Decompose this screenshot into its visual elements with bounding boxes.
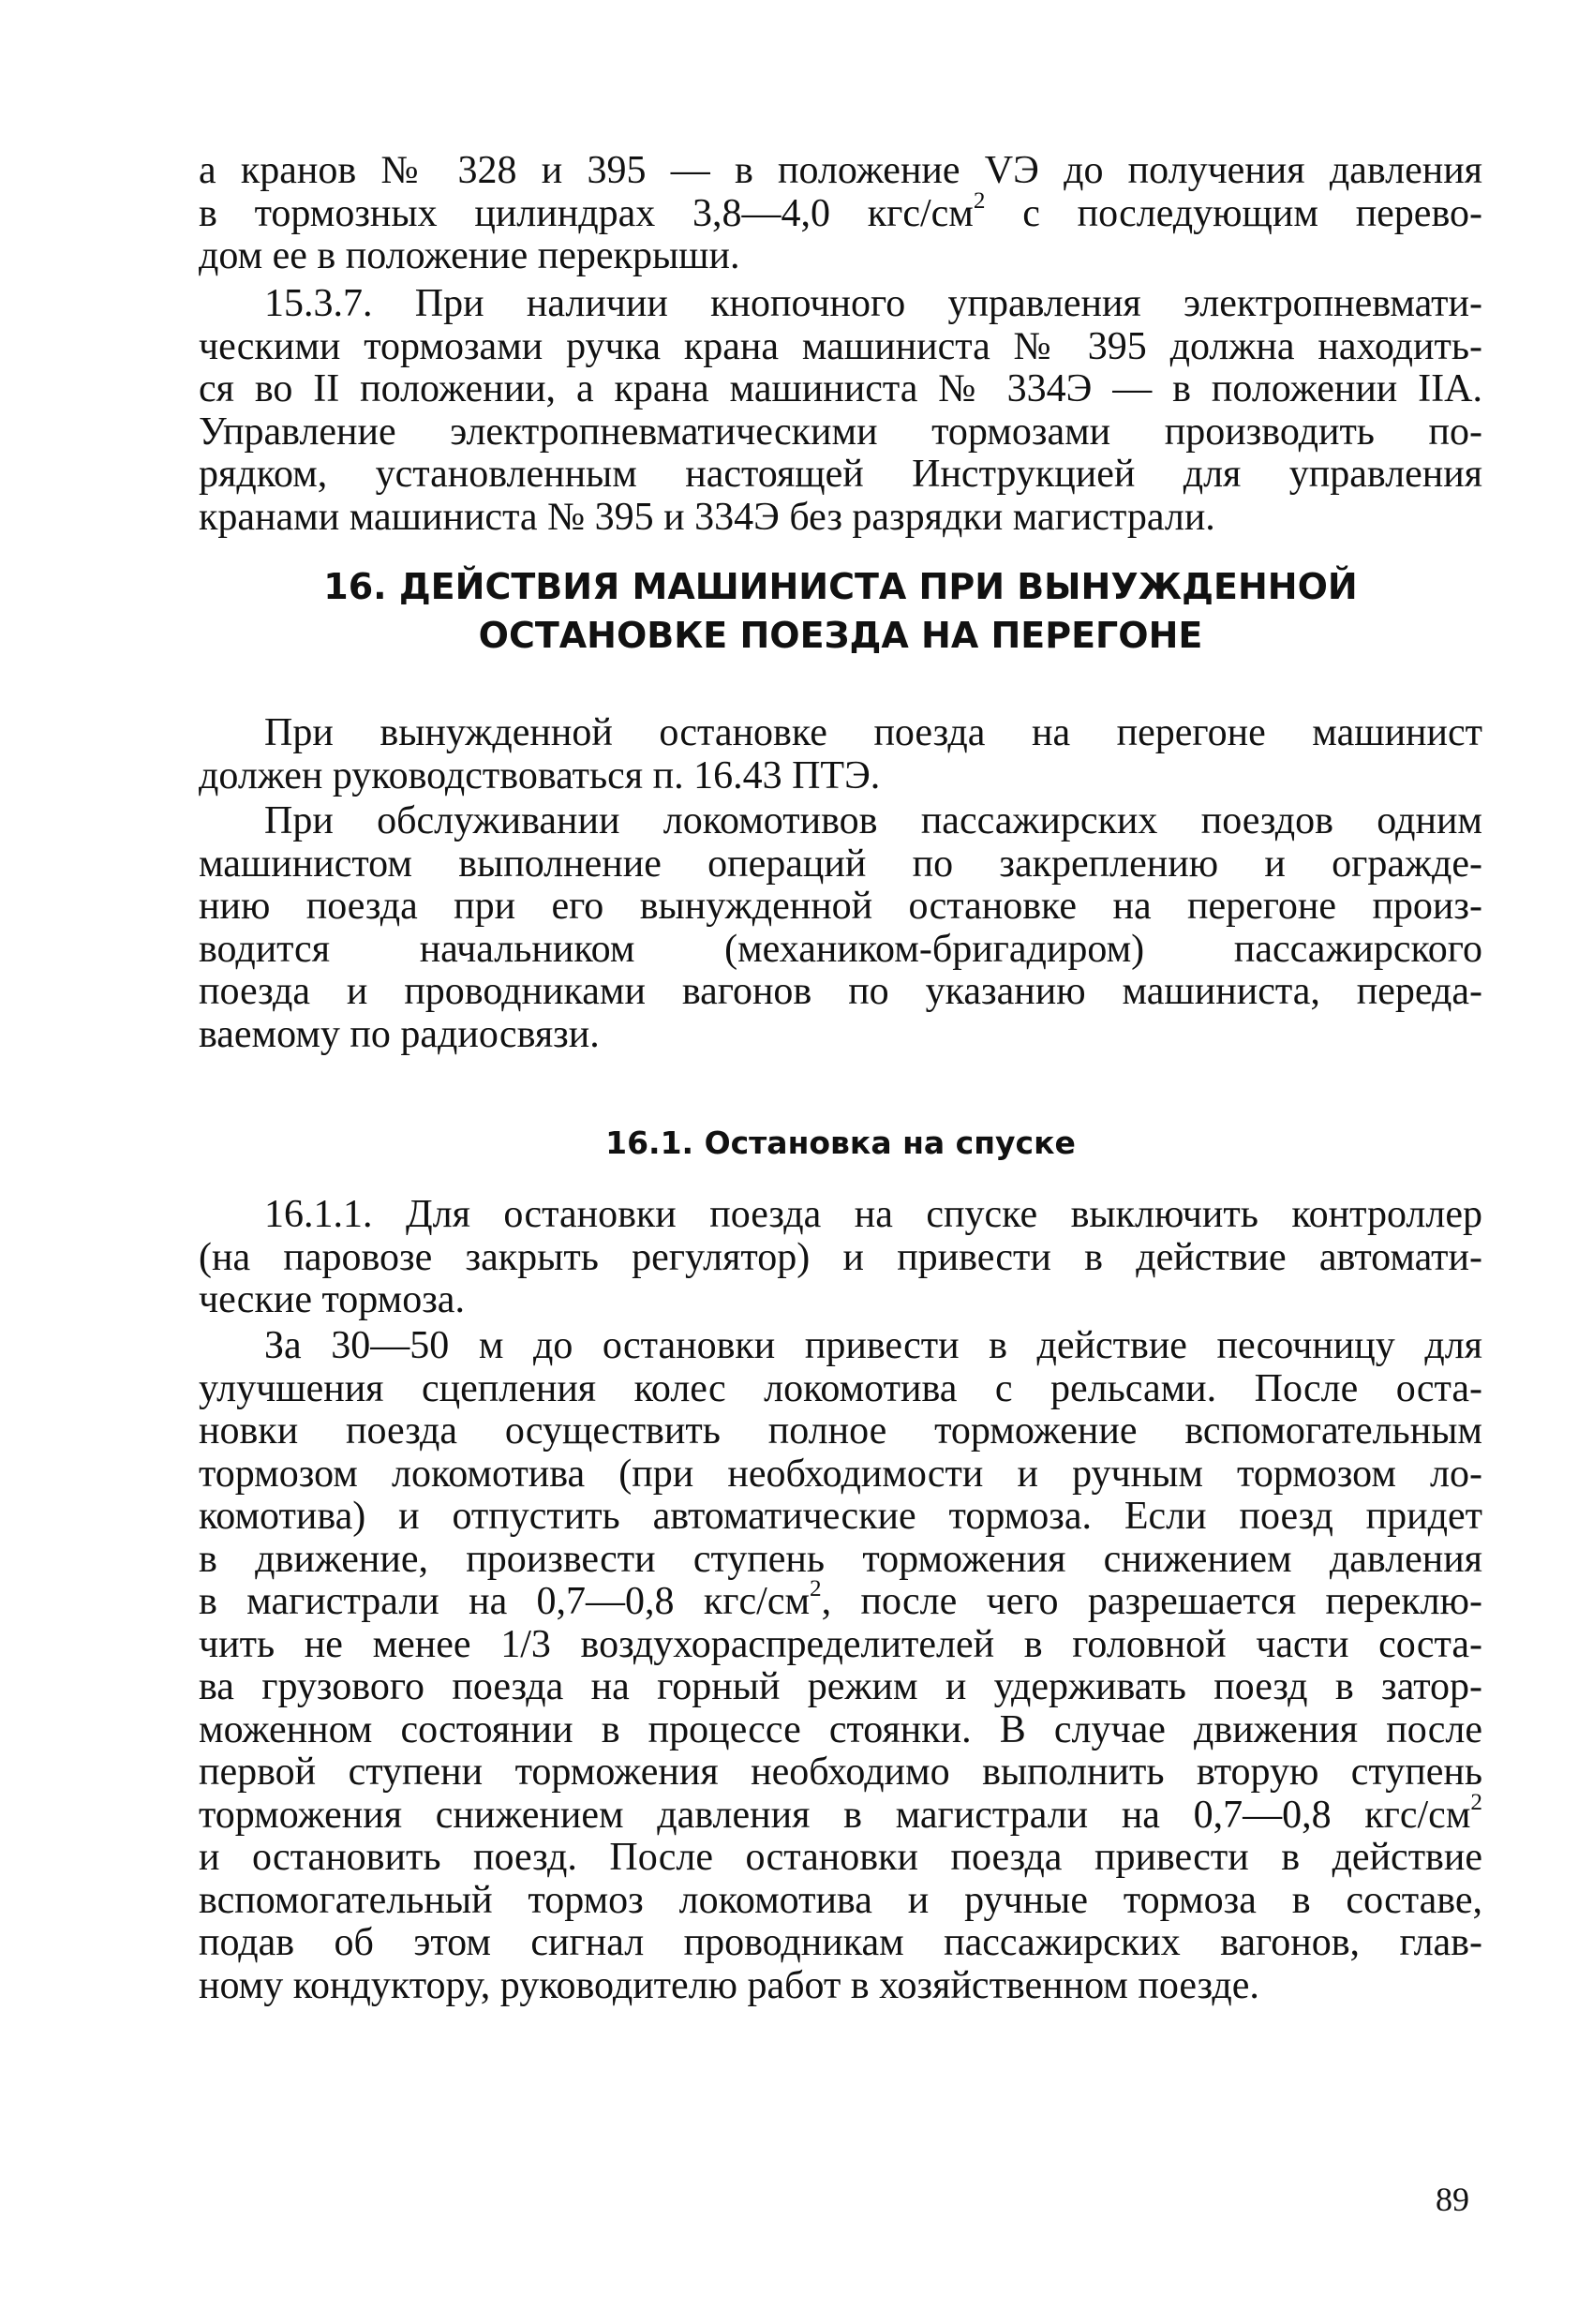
text-line: ному кондуктору, руководителю работ в хозяйственном поезде. [199, 1963, 1259, 2007]
text-line: в движение, произвести ступень торможения снижением давления [199, 1537, 1482, 1581]
text-line: (на паровозе закрыть регулятор) и привести в действие автомати- [199, 1235, 1482, 1279]
text-line: ческими тормозами ручка крана машиниста № 395 должна находить- [199, 324, 1482, 368]
text-line: водится начальником (механиком-бригадиром) пассажирского [199, 927, 1482, 971]
text-line: рядком, установленным настоящей Инструкцией для управления [199, 453, 1482, 496]
text-line: ва грузового поезда на горный режим и удерживать поезд в затор- [199, 1665, 1482, 1708]
superscript: 2 [810, 1576, 822, 1602]
text-line: первой ступени торможения необходимо выполнить вторую ступень [199, 1750, 1482, 1794]
text-line: При обслуживании локомотивов пассажирских поездов одним [264, 799, 1482, 842]
text-line: тормозом локомотива (при необходимости и ручным тормозом ло- [199, 1452, 1482, 1496]
superscript: 2 [973, 187, 986, 214]
text-line: кранами машиниста № 395 и 334Э без разрядки магистрали. [199, 495, 1215, 539]
text-line: новки поезда осуществить полное торможение вспомогательным [199, 1409, 1482, 1452]
text-line: и остановить поезд. После остановки поезда привести в действие [199, 1836, 1482, 1879]
paragraph-15-3-7 [199, 283, 1482, 539]
text-line: За 30—50 м до остановки привести в действие песочницу для [264, 1324, 1482, 1367]
text-line: машинистом выполнение операций по закреплению и огражде- [199, 842, 1482, 886]
text-line: 15.3.7. При наличии кнопочного управления электропневмати- [264, 282, 1482, 325]
text-line: Управление электропневматическими тормозами производить по- [199, 410, 1482, 454]
text-line: подав об этом сигнал проводникам пассажирских вагонов, глав- [199, 1921, 1482, 1964]
text-line: вспомогательный тормоз локомотива и ручные тормоза в составе, [199, 1878, 1482, 1922]
text-line: в тормозных цилиндрах 3,8—4,0 кгс/$см^2$ с последующим перево- [199, 187, 1482, 235]
text-line: должен руководствоваться п. 16.43 ПТЭ. [199, 753, 881, 797]
superscript: 2 [1470, 1789, 1482, 1815]
section-heading [199, 562, 1482, 660]
text-line: нию поезда при его вынужденной остановке на перегоне произ- [199, 885, 1482, 928]
text-line: ся во II положении, а крана машиниста № 334Э — в положении IIA. [199, 367, 1482, 410]
text-line: улучшения сцепления колес локомотива с рельсами. После оста- [199, 1366, 1482, 1410]
paragraph [199, 800, 1482, 1056]
heading-line: 16. ДЕЙСТВИЯ МАШИНИСТА ПРИ ВЫНУЖДЕННОЙ [323, 566, 1358, 607]
text-line: дом ее в положение перекрыши. [199, 234, 740, 277]
text-line: моженном состоянии в процессе стоянки. В случае движения после [199, 1707, 1482, 1751]
text-line: ческие тормоза. [199, 1278, 465, 1321]
subsection-heading: 16.1. Остановка на спуске [605, 1125, 1076, 1161]
text-line: 16.1.1. Для остановки поезда на спуске выключить контроллер [264, 1193, 1482, 1236]
text-line: поезда и проводниками вагонов по указанию машиниста, переда- [199, 970, 1482, 1013]
paragraph [199, 712, 1482, 797]
page-number: 89 [1436, 2181, 1469, 2218]
text-line: При вынужденной остановке поезда на перегоне машинист [264, 711, 1482, 754]
text-line: в магистрали на 0,7—0,8 кгс/$см^2$, после чего разрешается переклю- [199, 1576, 1482, 1623]
text-line: а кранов № 328 и 395 — в положение VЭ до получения давления [199, 149, 1482, 192]
text-line: ваемому по радиосвязи. [199, 1012, 600, 1056]
text-line: торможения снижением давления в магистрали на 0,7—0,8 кгс/$см^2$ [199, 1789, 1482, 1837]
paragraph-16-1-1 [199, 1194, 1482, 1322]
text-line: чить не менее 1/3 воздухораспределителей в головной части соста- [199, 1622, 1482, 1666]
heading-line: ОСТАНОВКЕ ПОЕЗДА НА ПЕРЕГОНЕ [478, 615, 1203, 656]
paragraph [199, 1325, 1482, 2007]
paragraph-continuation [199, 150, 1482, 278]
text-line: комотива) и отпустить автоматические тормоза. Если поезд придет [199, 1495, 1482, 1538]
